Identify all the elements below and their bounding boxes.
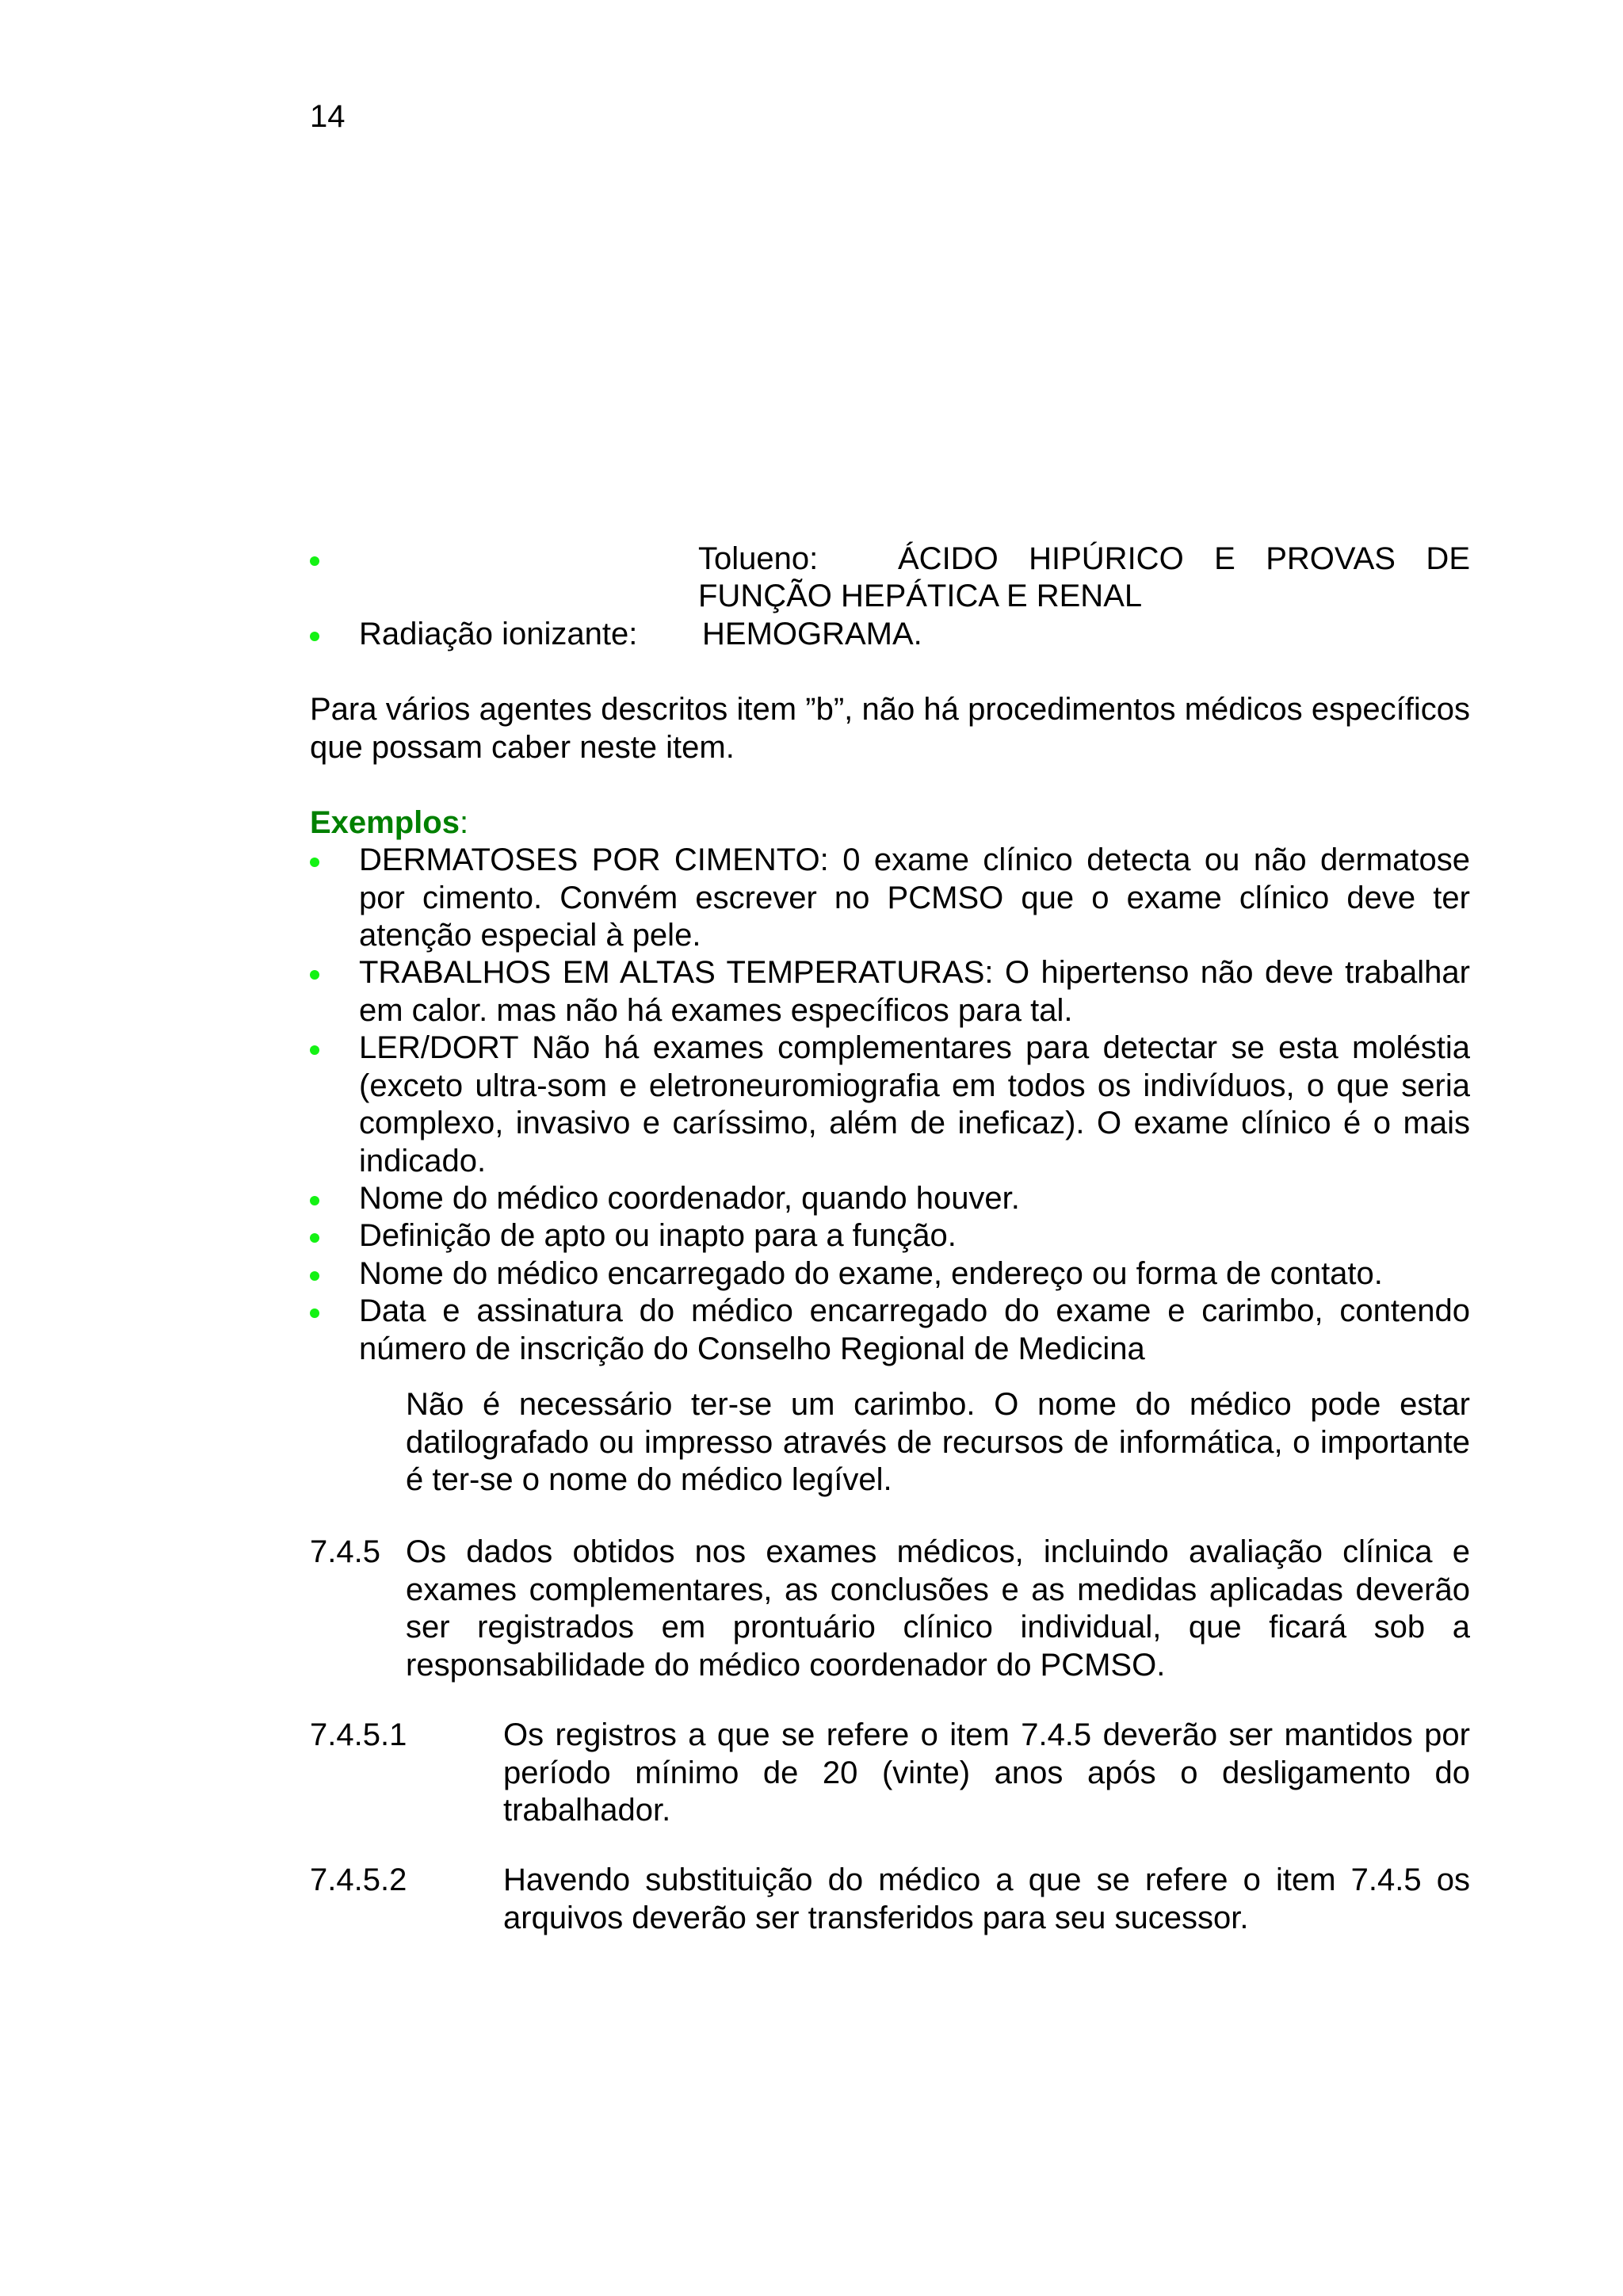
stamp-note: Não é necessário ter-se um carimbo. O nome do médico pode estar datilografado ou impresso através de recursos de informática, o importante é ter-se o nome do médico legível. [406,1387,1470,1497]
bullet-icon [310,1308,319,1318]
radiation-value: HEMOGRAMA. [702,617,922,651]
examples-heading-text: Exemplos [310,805,460,840]
list-item: Definição de apto ou inapto para a função. [359,1218,957,1253]
section-text: Os registros a que se refere o item 7.4.5 deverão ser mantidos por período mínimo de 20 (vinte) anos após o desligamento do trabalhador. [503,1717,1470,1828]
section-text: Havendo substituição do médico a que se refere o item 7.4.5 os arquivos deverão ser transferidos para seu sucessor. [503,1862,1470,1935]
list-item: Data e assinatura do médico encarregado do exame e carimbo, contendo número de inscrição do Conselho Regional de Medicina [359,1293,1470,1366]
list-item: LER/DORT Não há exames complementares para detectar se esta moléstia (exceto ultra-som e eletroneuromiografia em todos os indivíduos, o que seria complexo, invasivo e caríssimo, além de ineficaz). O exame clínico é o mais indicado. [359,1030,1470,1179]
section-text: Os dados obtidos nos exames médicos, incluindo avaliação clínica e exames complementares, as conclusões e as medidas aplicadas deverão ser registrados em prontuário clínico individual, que ficará sob a responsabilidade do médico coordenador do PCMSO. [406,1534,1470,1683]
toluene-value-line1: ÁCIDO HIPÚRICO E PROVAS DE [898,541,1470,576]
bullet-icon [310,970,319,980]
bullet-icon [310,1045,319,1055]
examples-heading-colon: : [459,805,469,840]
list-item: Nome do médico encarregado do exame, endereço ou forma de contato. [359,1256,1383,1291]
intro-paragraph: Para vários agentes descritos item ”b”, não há procedimentos médicos específicos que possam caber neste item. [310,692,1470,765]
bullet-icon [310,556,319,566]
section-number: 7.4.5.2 [310,1862,407,1897]
examples-heading [310,804,468,842]
toluene-label: Tolueno: [698,541,819,576]
bullet-icon [310,1233,319,1243]
bullet-icon [310,858,319,867]
page-number: 14 [310,99,346,134]
toluene-value-line2: FUNÇÃO HEPÁTICA E RENAL [698,579,1143,613]
section-number: 7.4.5 [310,1534,380,1569]
list-item: Nome do médico coordenador, quando houver. [359,1181,1020,1216]
bullet-icon [310,632,319,641]
bullet-icon [310,1271,319,1281]
bullet-icon [310,1196,319,1205]
list-item: DERMATOSES POR CIMENTO: 0 exame clínico detecta ou não dermatose por cimento. Convém escrever no PCMSO que o exame clínico deve ter atenção especial à pele. [359,842,1470,953]
section-number: 7.4.5.1 [310,1717,407,1752]
list-item: TRABALHOS EM ALTAS TEMPERATURAS: O hipertenso não deve trabalhar em calor. mas não há exames específicos para tal. [359,955,1470,1028]
radiation-label: Radiação ionizante: [359,617,638,651]
